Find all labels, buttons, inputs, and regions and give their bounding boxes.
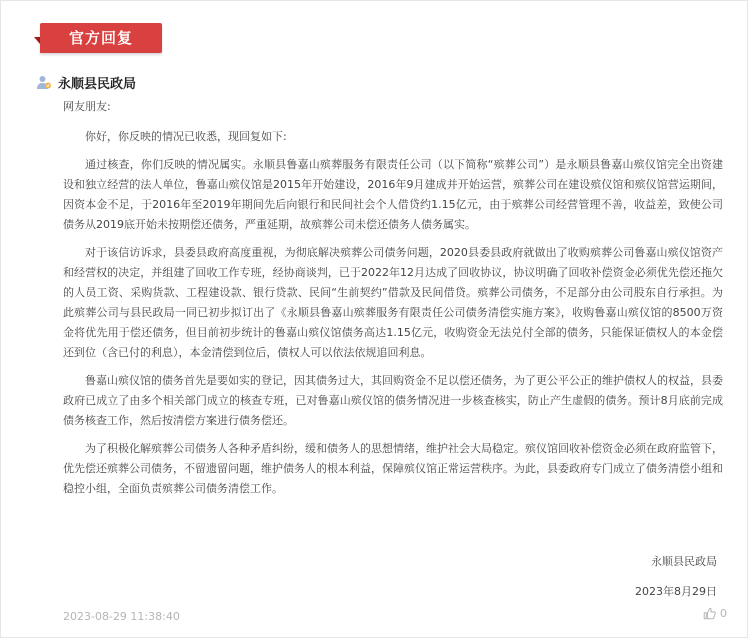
reply-paragraph: 为了积极化解殡葬公司债务人各种矛盾纠纷，缓和债务人的思想情绪，维护社会大局稳定。殡仪馆回收补偿资金必须在政府监管下，优先偿还殡葬公司债务，不留遗留问题，维护债务人的根本利益，保障殡仪馆正常运营秩序。为此，县委政府专门成立了债务清偿小组和稳控小组，全面负责殡葬公司债务清偿工作。 <box>63 442 723 495</box>
reply-paragraph: 鲁嘉山殡仪馆的债务首先是要如实的登记，因其债务过大，其回购资金不足以偿还债务，为了更公平公正的维护债权人的权益，县委政府已成立了由多个相关部门成立的核查专班，已对鲁嘉山殡仪馆的债务情况进一步核查核实，防止产生虚假的债务。预计8月底前完成债务核查工作，然后按清偿方案进行债务偿还。 <box>63 374 723 427</box>
post-timestamp: 2023-08-29 11:38:40 <box>63 610 180 623</box>
greeting: 网友朋友: <box>63 100 111 113</box>
reply-date: 2023年8月29日 <box>635 585 717 598</box>
user-avatar-icon <box>36 74 52 90</box>
official-reply-badge: 官方回复 <box>40 23 162 53</box>
like-button[interactable] <box>703 607 727 620</box>
official-reply-ribbon <box>34 19 162 53</box>
thumbs-up-icon <box>703 607 716 620</box>
org-name: 永顺县民政局 <box>58 76 137 92</box>
like-count: 0 <box>720 607 727 620</box>
reply-content <box>63 97 723 499</box>
org-header <box>36 72 136 92</box>
reply-paragraph: 通过核查，你们反映的情况属实。永顺县鲁嘉山殡葬服务有限责任公司（以下简称“殡葬公司”）是永顺县鲁嘉山殡仪馆完全出资建设和独立经营的法人单位，鲁嘉山殡仪馆是2015年开始建设，2016年9月建成并开始运营，殡葬公司在建设殡仪馆和殡仪馆营运期间，因资本金不足，于2016年至2019年期间先后向银行和民间社会个人借贷约1.15亿元，由于殡葬公司经营管理不善，收益差，致使公司债务从2019底开始未按期偿还债务，严重延期，故殡葬公司未偿还债务人债务属实。 <box>63 158 723 231</box>
reply-paragraph: 对于该信访诉求，县委县政府高度重视，为彻底解决殡葬公司债务问题，2020县委县政府就做出了收购殡葬公司鲁嘉山殡仪馆资产和经营权的决定，并组建了回收工作专班，经协商谈判，已于2022年12月达成了回收协议，协议明确了回收补偿资金必须优先偿还拖欠的人员工资、采购货款、工程建设款、银行贷款、民间“生前契约”借款及民间借贷。殡葬公司债务，不足部分由公司股东自行承担。为此殡葬公司与县民政局一同已初步拟订出了《永顺县鲁嘉山殡葬服务有限责任公司债务清偿实施方案》，收购鲁嘉山殡仪馆的8500万资金将优先用于偿还债务，但目前初步统计的鲁嘉山殡仪馆债务高达1.15亿元，收购资金无法兑付全部的债务，只能保证债权人的本金偿还到位（含已付的利息），本金清偿到位后，债权人可以依法依规追回利息。 <box>63 246 723 359</box>
signature: 永顺县民政局 <box>651 555 717 568</box>
reply-paragraph: 你好，你反映的情况已收悉，现回复如下: <box>85 130 287 143</box>
